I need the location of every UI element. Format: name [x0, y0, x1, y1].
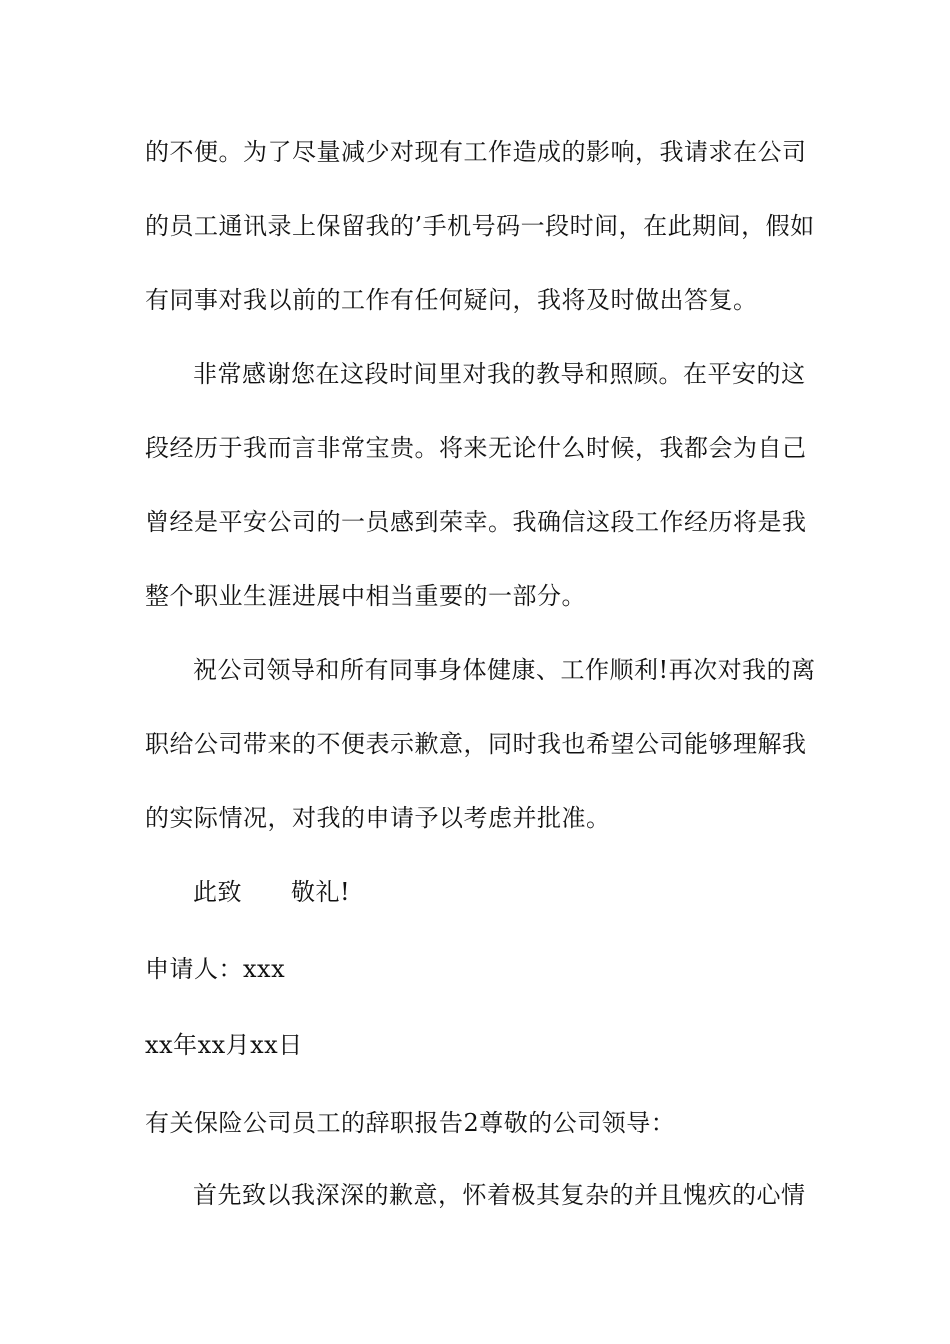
- body-text-line: 职给公司带来的不便表示歉意，同时我也希望公司能够理解我: [145, 730, 807, 758]
- section-heading: 有关保险公司员工的辞职报告2尊敬的公司领导：: [145, 1109, 676, 1137]
- closing-salutation: 此致 敬礼!: [193, 878, 351, 906]
- applicant-signature: 申请人：xxx: [145, 955, 286, 983]
- body-text-line: 段经历于我而言非常宝贵。将来无论什么时候，我都会为自己: [145, 434, 807, 462]
- body-text-line: 的不便。为了尽量减少对现有工作造成的影响，我请求在公司: [145, 138, 807, 166]
- body-text-line: 的实际情况，对我的申请予以考虑并批准。: [145, 804, 611, 832]
- paragraph-start-line: 非常感谢您在这段时间里对我的教导和照顾。在平安的这: [193, 360, 806, 388]
- body-text-line: 曾经是平安公司的一员感到荣幸。我确信这段工作经历将是我: [145, 508, 807, 536]
- body-text-line: 有同事对我以前的工作有任何疑问，我将及时做出答复。: [145, 286, 758, 314]
- body-text-line: 整个职业生涯进展中相当重要的一部分。: [145, 582, 586, 610]
- paragraph-start-line: 祝公司领导和所有同事身体健康、工作顺利!再次对我的离: [193, 656, 816, 684]
- date-line: xx年xx月xx日: [145, 1031, 303, 1059]
- body-text-line: 的员工通讯录上保留我的’手机号码一段时间，在此期间，假如: [145, 212, 815, 240]
- paragraph-start-line: 首先致以我深深的歉意，怀着极其复杂的并且愧疚的心情: [193, 1181, 806, 1209]
